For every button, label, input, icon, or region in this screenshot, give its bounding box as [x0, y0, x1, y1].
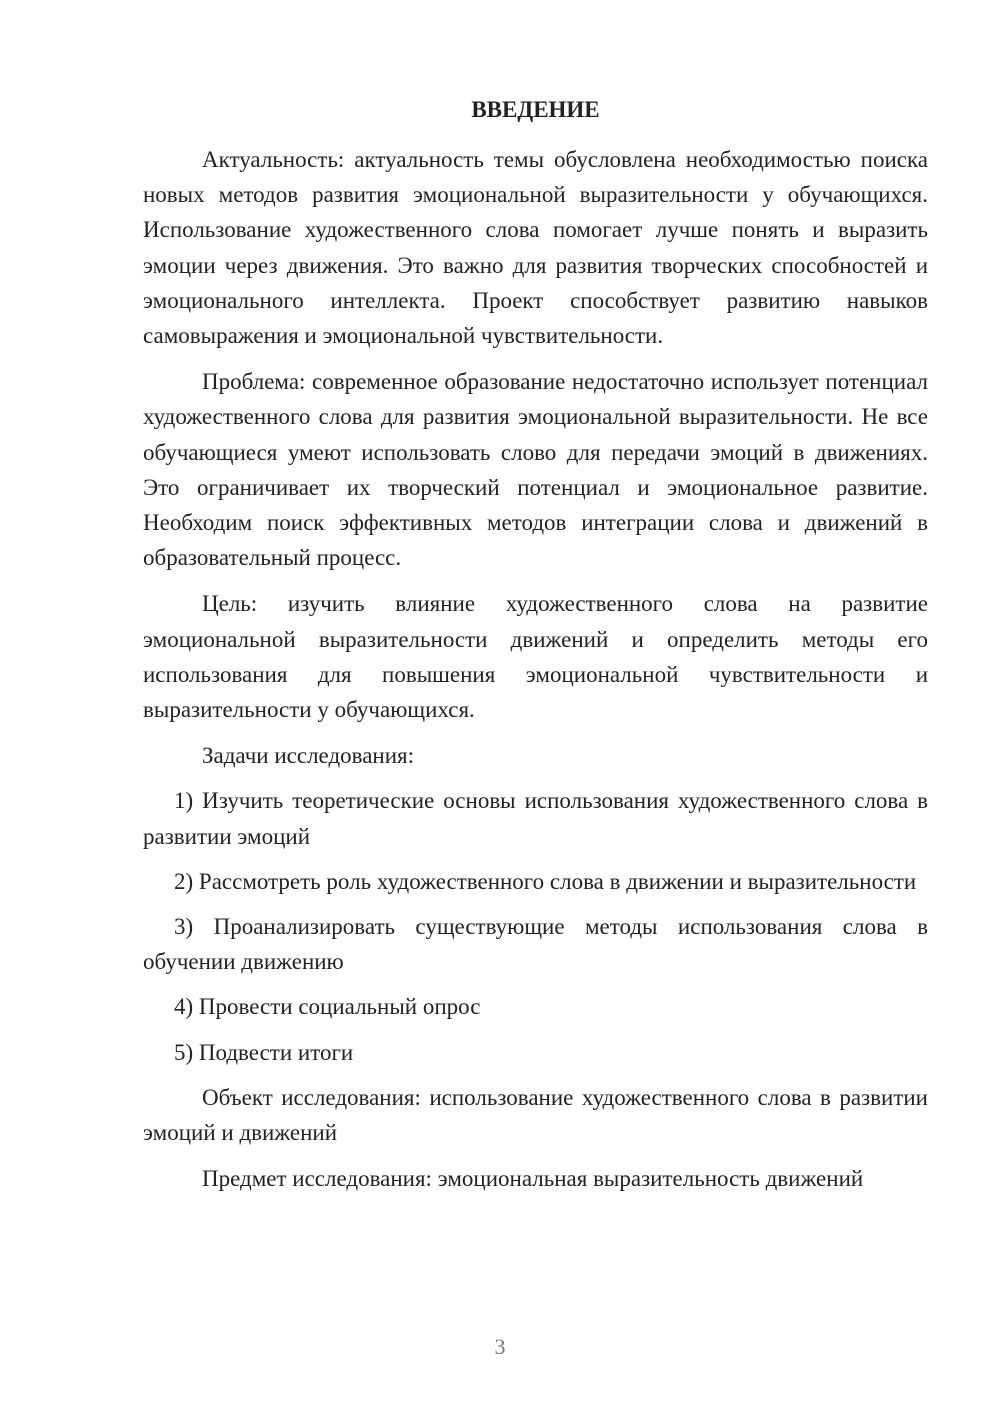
task-item: 2) Рассмотреть роль художественного слова в движении и выразительности	[174, 868, 917, 894]
section-heading: ВВЕДЕНИЕ	[471, 97, 600, 122]
problem-paragraph: Проблема: современное образование недостаточно использует потенциал художественного слова для развития эмоциональной выразительности. Не все обучающиеся умеют использовать слово для передачи эмоций в движениях. Это ограничивает их творческий потенциал и эмоциональное развитие. Необходим поиск эффективных методов интеграции слова и движений в образовательный процесс.	[143, 369, 928, 571]
task-item: 3) Проанализировать существующие методы использования слова в обучении движению	[143, 914, 928, 975]
relevance-paragraph: Актуальность: актуальность темы обусловлена необходимостью поиска новых методов развития эмоциональной выразительности у обучающихся. Использование художественного слова помогает лучше понять и выразить эмоции через движения. Это важно для развития творческих способностей и эмоционального интеллекта. Проект способствует развитию навыков самовыражения и эмоциональной чувствительности.	[143, 147, 928, 349]
research-object-paragraph: Объект исследования: использование художественного слова в развитии эмоций и движений	[143, 1084, 928, 1146]
goal-paragraph: Цель: изучить влияние художественного слова на развитие эмоциональной выразительности движений и определить методы его использования для повышения эмоциональной чувствительности и выразительности у обучающихся.	[143, 591, 928, 723]
research-subject-paragraph: Предмет исследования: эмоциональная выразительность движений	[202, 1166, 864, 1192]
tasks-heading: Задачи исследования:	[202, 743, 415, 769]
task-item: 5) Подвести итоги	[174, 1039, 354, 1065]
task-item: 1) Изучить теоретические основы использования художественного слова в развитии эмоций	[143, 788, 928, 849]
page-content	[143, 92, 928, 1207]
task-item: 4) Провести социальный опрос	[174, 994, 481, 1020]
page-number: 3	[494, 1334, 506, 1359]
